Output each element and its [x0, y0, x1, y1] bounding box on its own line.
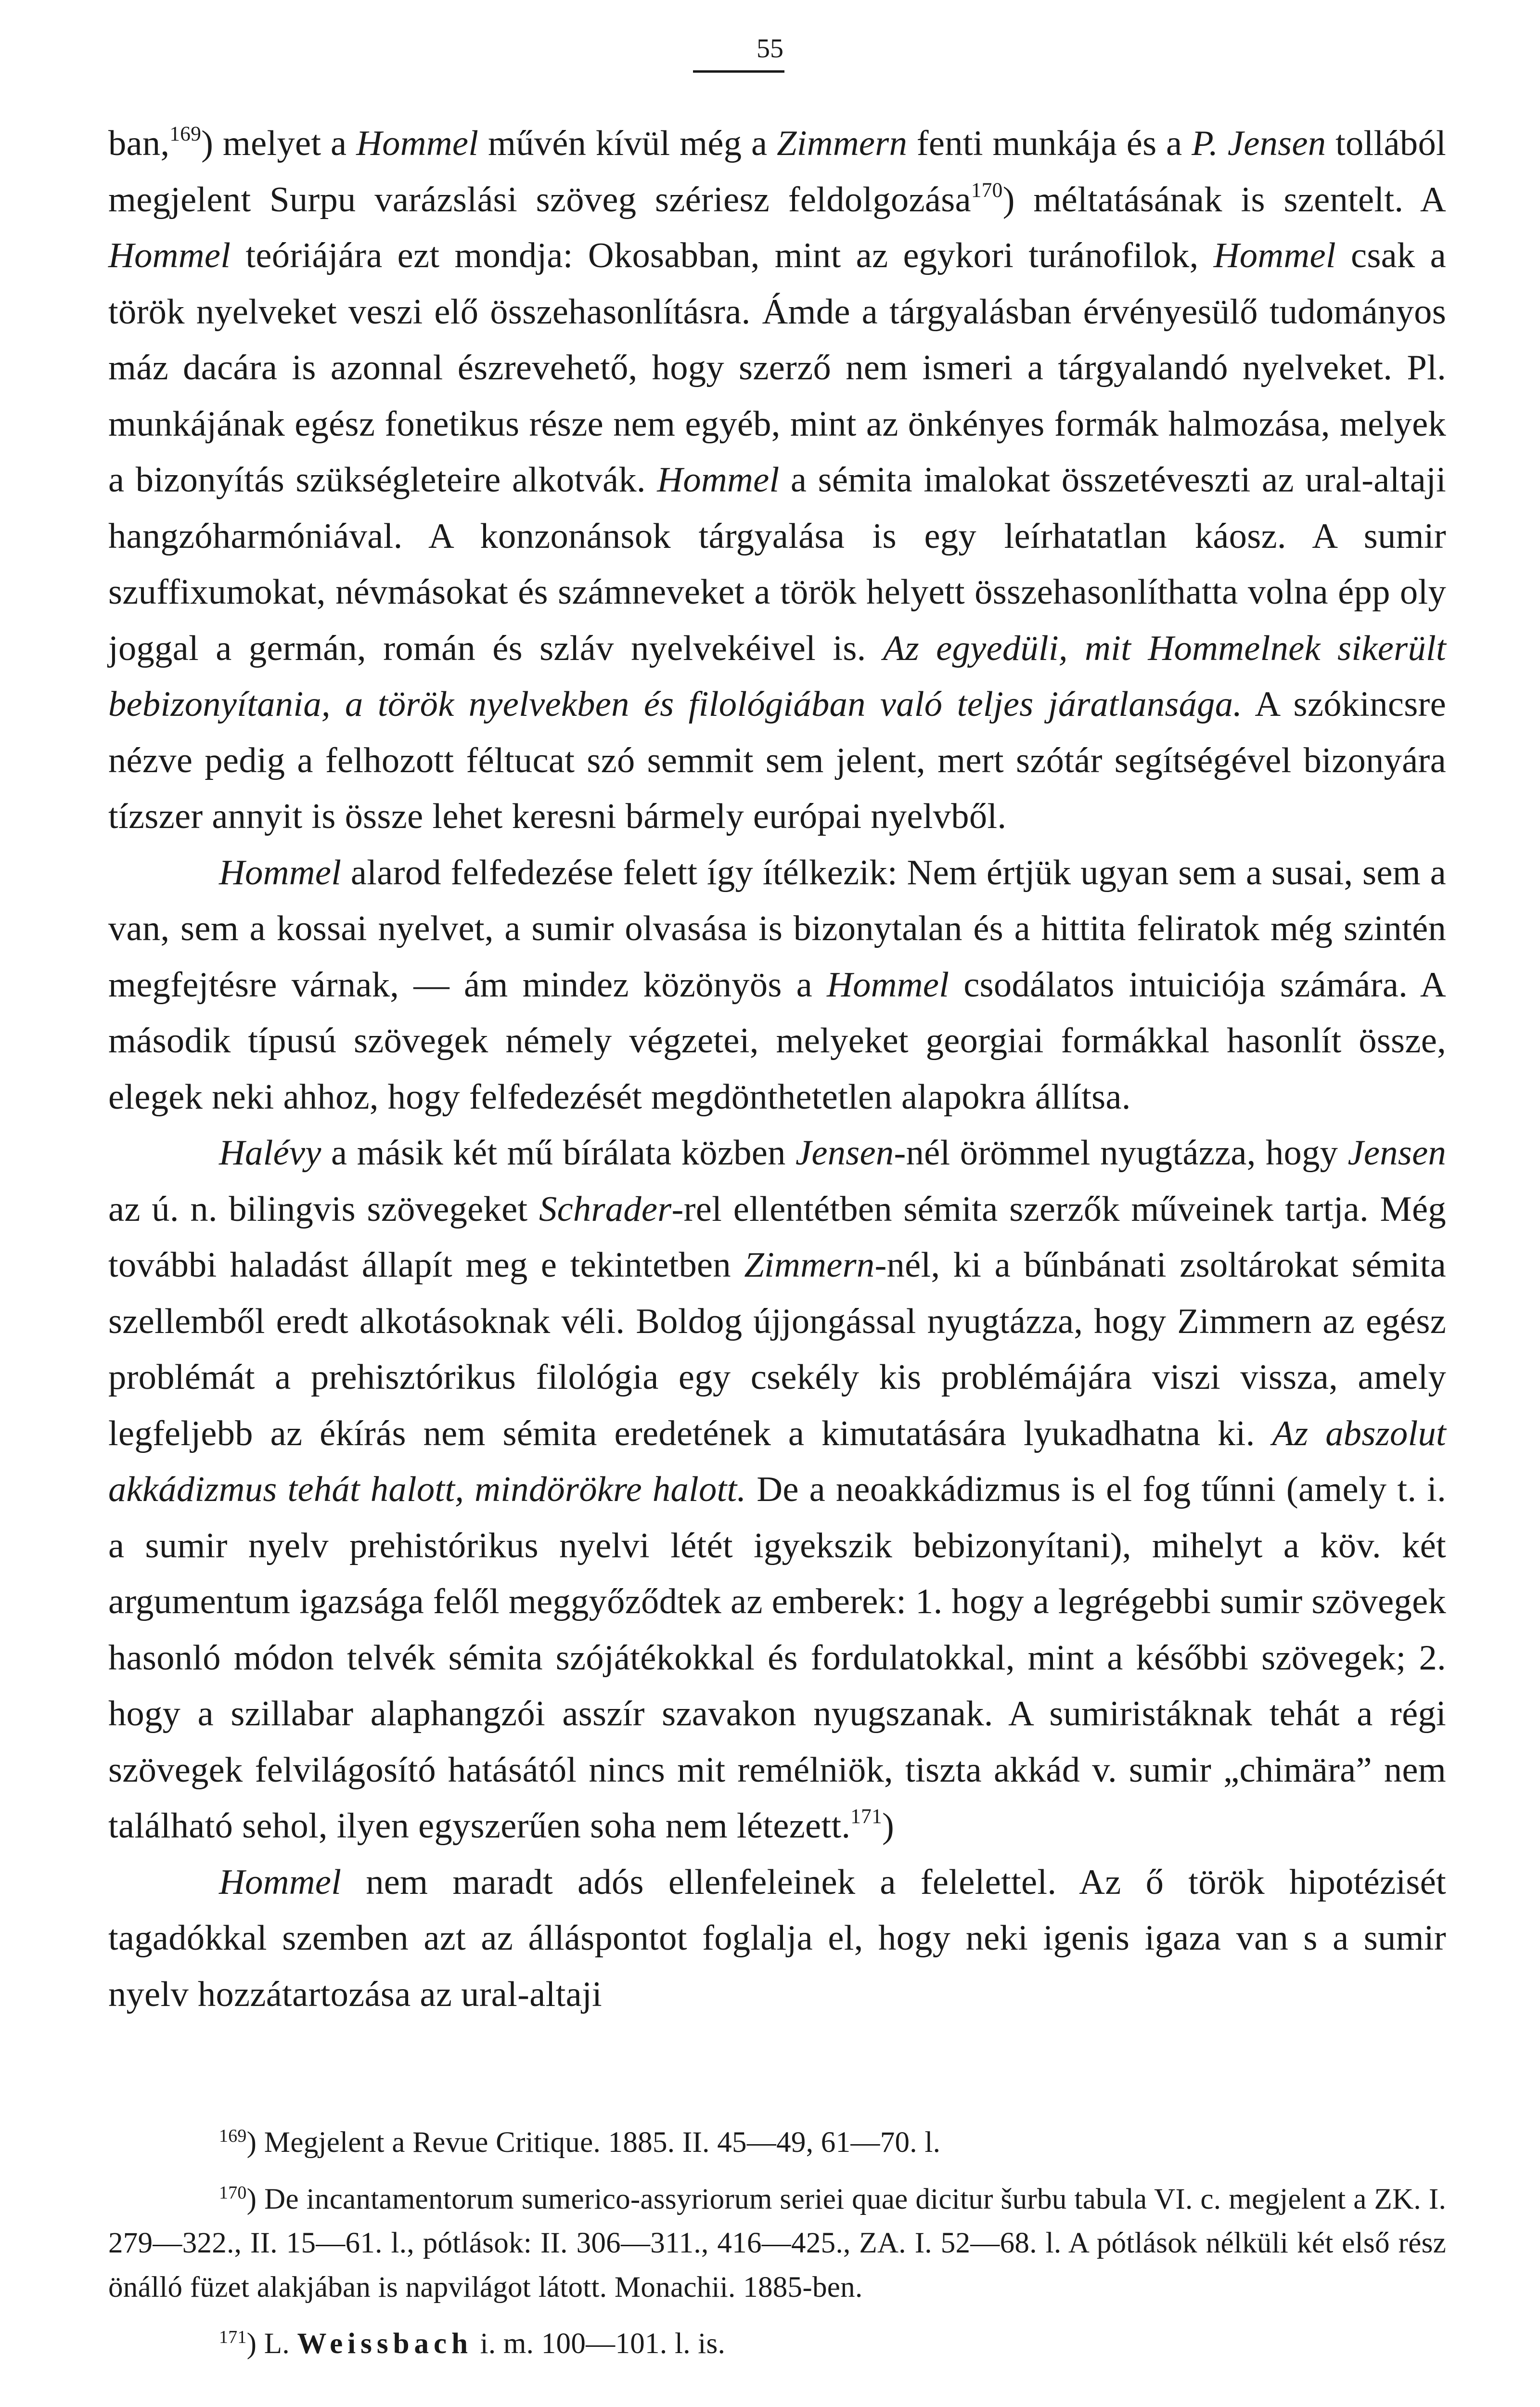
text-run: tollából megjelent Surpu varázslási szöveg szériesz feldolgozása	[108, 124, 1447, 220]
text-run: alarod felfedezése felett így ítélkezik: Nem értjük ugyan sem a susai, sem a van, sem a kossai nyelvet, a sumir olvasása is bizonytalan és a hittita feliratok még szintén megfejtésre várnak, — ám mindez közönyös a	[108, 853, 1446, 1005]
italic-run: Halévy	[219, 1133, 321, 1173]
italic-run: Zimmern	[744, 1245, 875, 1285]
italic-run: Hommel	[1213, 236, 1336, 275]
text-run: a sémita imalokat összetéveszti az ural-altaji hangzóharmóniával. A konzonánsok tárgyalása is egy leírhatatlan káosz. A sumir szuffixumokat, névmásokat és számneveket a török helyett összehasonlíthatta volna épp oly joggal a germán, román és szláv nyelvekéivel is.	[108, 460, 1446, 668]
italic-run: Hommel	[657, 460, 780, 500]
footnote-marker: 170	[219, 2182, 247, 2203]
italic-run: Az egyedüli, mit Hommelnek sikerült bebizonyítania, a török nyelvekben és filológiában való teljes járatlansága.	[108, 628, 1447, 724]
italic-run: Zimmern	[777, 124, 908, 163]
text-run: -nél örömmel nyugtázza, hogy	[894, 1133, 1348, 1173]
footnote-reference: 171	[850, 1804, 882, 1828]
italic-run: Jensen	[1348, 1133, 1446, 1173]
text-run: De a neoakkádizmus is el fog tűnni (amely t. i. a sumir nyelv prehistórikus nyelvi létét igyekszik bebizonyítani), mihelyt a köv. két argumentum igazsága felől meggyőződtek az emberek: 1. hogy a legrégebbi sumir szövegek hasonló módon telvék sémita szójátékokkal és fordulatokkal, mint a későbbi szövegek; 2. hogy a szillabar alaphangzói asszír szavakon nyugszanak. A sumiristáknak tehát a régi szövegek felvilágosító hatásától nincs mit remélniök, tiszta akkád v. sumir „chimära” nem található sehol, ilyen egyszerűen soha nem létezett.	[108, 1470, 1447, 1846]
italic-run: Hommel	[219, 1862, 342, 1902]
text-run: nem maradt adós ellenfeleinek a felelettel. Az ő török hipotézisét tagadókkal szemben azt az álláspontot foglalja el, hogy neki igenis igaza van s a sumir nyelv hozzátartozása az ural-altaji	[108, 1862, 1446, 2014]
text-run: ) Megjelent a Revue Critique. 1885. II. 45—49, 61—70. l.	[246, 2126, 941, 2159]
italic-run: Hommel	[356, 124, 479, 163]
text-run: )	[882, 1806, 895, 1846]
text-run: ) L.	[246, 2328, 297, 2360]
text-run: a másik két mű bírálata közben	[321, 1133, 796, 1173]
footnote-marker: 169	[219, 2126, 247, 2147]
text-run: -nél, ki a bűnbánati zsoltárokat sémita szellemből eredt alkotásoknak véli. Boldog újjongással nyugtázza, hogy Zimmern az egész problémát a prehisztórikus filológia egy csekély kis problémájára viszi vissza, amely legfeljebb az ékírás nem sémita eredetének a kimutatására lyukadhatna ki.	[108, 1245, 1446, 1453]
italic-run: Schrader	[539, 1189, 672, 1229]
text-run: az ú. n. bilingvis szövegeket	[108, 1189, 539, 1229]
author-name: Weissbach	[297, 2328, 473, 2360]
text-run: ) De incantamentorum sumerico-assyriorum seriei quae dicitur šurbu tabula VI. c. megjelent a ZK. I. 279—322., II. 15—61. l., pótlások: II. 306—311., 416—425., ZA. I. 52—68. l. A pótlások nélküli két első rész önálló füzet alakjában is napvilágot látott. Monachii. 1885-ben.	[108, 2183, 1446, 2303]
italic-run: Hommel	[108, 236, 231, 275]
footnote	[108, 2177, 1446, 2310]
paragraph	[108, 1854, 1446, 2023]
text-run: ) méltatásának is szentelt. A	[1002, 180, 1446, 220]
text-run: ) melyet a	[201, 124, 357, 163]
footnote	[108, 2322, 1446, 2366]
footnote-marker: 171	[219, 2327, 247, 2348]
italic-run: Az abszolut akkádizmus tehát halott, mindörökre halott.	[108, 1413, 1447, 1509]
footnote-reference: 169	[169, 122, 202, 145]
text-run: művén kívül még a	[478, 124, 777, 163]
paragraph	[108, 1125, 1446, 1854]
italic-run: P. Jensen	[1192, 124, 1326, 163]
text-run: -rel ellentétben sémita szerzők műveinek tartja. Még további haladást állapít meg e tekintetben	[108, 1189, 1446, 1285]
footnote-reference: 170	[971, 178, 1003, 202]
text-run: csak a török nyelveket veszi elő összehasonlításra. Ámde a tárgyalásban érvényesülő tudományos máz dacára is azonnal észrevehető, hogy szerző nem ismeri a tárgyalandó nyelveket. Pl. munkájának egész fonetikus része nem egyéb, mint az önkényes formák halmozása, melyek a bizonyítás szükségleteire alkotvák.	[108, 236, 1447, 500]
text-run: ban,	[108, 124, 170, 163]
italic-run: Jensen	[795, 1133, 894, 1173]
text-run: i. m. 100—101. l. is.	[473, 2328, 726, 2360]
page-number: 55	[757, 34, 783, 64]
paragraph	[108, 845, 1446, 1126]
text-run: fenti munkája és a	[907, 124, 1192, 163]
italic-run: Hommel	[827, 965, 950, 1005]
italic-run: Hommel	[219, 853, 342, 893]
page-number-rule	[693, 70, 784, 73]
body-text	[108, 116, 1446, 2022]
paragraph	[108, 116, 1446, 845]
footnote	[108, 2121, 1446, 2165]
text-run: A szókincsre nézve pedig a felhozott féltucat szó semmit sem jelent, mert szótár segítségével bizonyára tízszer annyit is össze lehet keresni bármely európai nyelvből.	[108, 685, 1446, 836]
footnotes	[108, 2121, 1446, 2366]
text-run: csodálatos intuiciója számára. A második típusú szövegek némely végzetei, melyeket georgiai formákkal hasonlít össze, elegek neki ahhoz, hogy felfedezését megdönthetetlen alapokra állítsa.	[108, 965, 1446, 1117]
text-run: teóriájára ezt mondja: Okosabban, mint az egykori turánofilok,	[231, 236, 1214, 275]
